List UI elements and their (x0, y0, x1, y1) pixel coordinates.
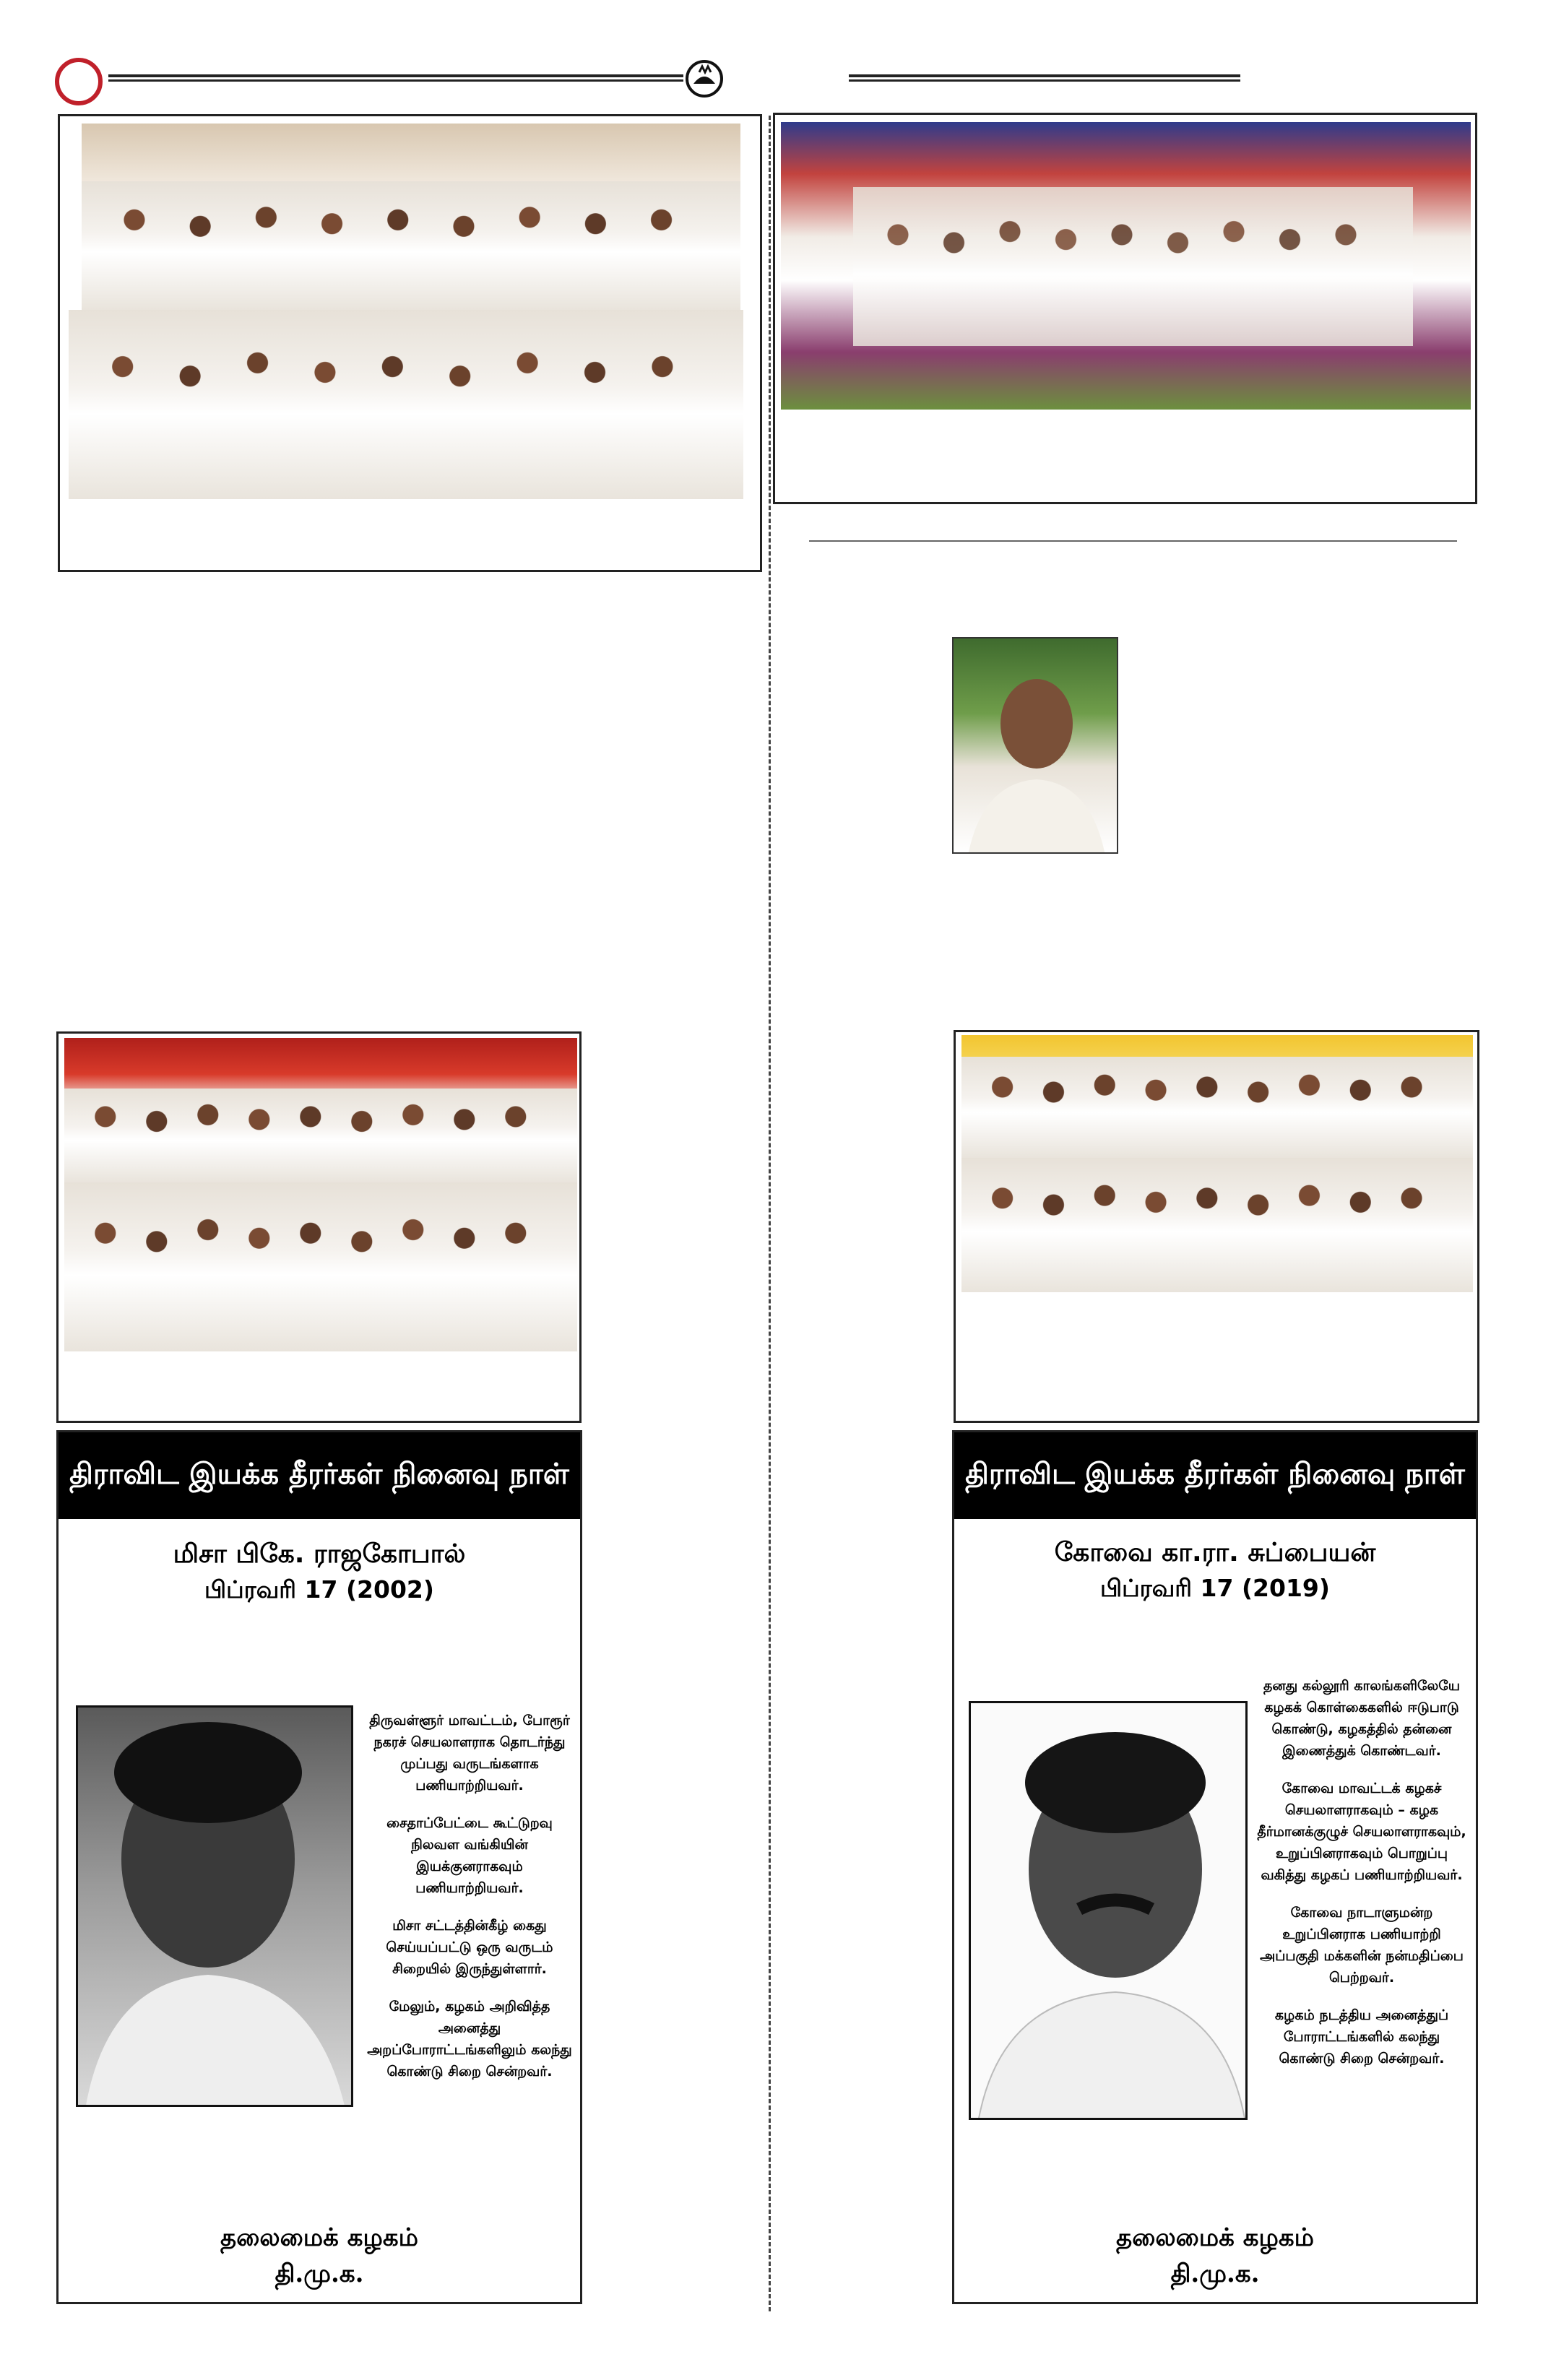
masthead-emblem-icon (685, 59, 724, 98)
photo-frame-top-right (773, 113, 1477, 504)
memorial-box-left (56, 1430, 582, 2304)
signature-headquarters: தலைமைக் கழகம் (220, 2223, 418, 2252)
memorial-signature (954, 2220, 1476, 2292)
photo-frame-top-left (58, 114, 762, 572)
memorial-box-right (952, 1430, 1478, 2304)
memorial-portrait (76, 1705, 353, 2107)
memorial-name: கோவை கா.ரா. சுப்பையன் (1054, 1538, 1376, 1567)
signature-party: தி.மு.க. (275, 2259, 364, 2288)
memorial-bio-paragraph: மிசா சட்டத்தின்கீழ் கைது செய்யப்பட்டு ஒரு வருடம் சிறையில் இருந்துள்ளார். (386, 1918, 553, 1977)
signature-party: தி.மு.க. (1170, 2259, 1260, 2288)
memorial-bio (1253, 1675, 1470, 2085)
memorial-bio-paragraph: மேலும், கழகம் அறிவித்த அனைத்து அறப்போராட்டங்களிலும் கலந்து கொண்டு சிறை சென்றவர். (367, 1999, 572, 2080)
memorial-bio (362, 1710, 577, 2098)
memorial-name: மிசா பிகே. ராஜகோபால் (173, 1539, 466, 1569)
photo-welfare-distribution (781, 122, 1471, 410)
memorial-heading: திராவிட இயக்க தீரர்கள் நினைவு நாள் (59, 1432, 580, 1519)
memorial-portrait (969, 1701, 1248, 2120)
photo-audience-meeting (69, 310, 743, 499)
photo-district-meeting-audience (961, 1158, 1473, 1292)
photo-frame-mid-right (954, 1030, 1479, 1423)
memorial-bio-paragraph: கோவை மாவட்டக் கழகச் செயலாளராகவும் – கழக தீர்மானக்குழுச் செயலாளராகவும், உறுப்பினராகவும் பொறுப்பு வகித்து கழகப் பணியாற்றியவர். (1257, 1780, 1466, 1883)
section-rule (809, 540, 1457, 542)
photo-frame-mid-left (56, 1031, 582, 1423)
memorial-bio-paragraph: திருவள்ளூர் மாவட்டம், போரூர் நகரச் செயலாளராக தொடர்ந்து முப்பது வருடங்களாக பணியாற்றியவர். (369, 1713, 570, 1793)
memorial-heading: திராவிட இயக்க தீரர்கள் நினைவு நாள் (954, 1432, 1476, 1519)
photo-district-meeting-dais (961, 1035, 1473, 1158)
memorial-signature (59, 2220, 580, 2292)
memorial-bio-paragraph: கோவை நாடாளுமன்ற உறுப்பினராக பணியாற்றி அப்பகுதி மக்களின் நன்மதிப்பை பெற்றவர். (1260, 1905, 1464, 1986)
memorial-bio-paragraph: தனது கல்லூரி காலங்களிலேயே கழகக் கொள்கைகளில் ஈடுபாடு கொண்டு, கழகத்தில் தன்னை இணைத்துக் கொண்டவர். (1263, 1678, 1461, 1759)
photo-women-wing-dais (64, 1038, 577, 1182)
memorial-date: பிப்ரவரி 17 (2002) (204, 1575, 434, 1604)
portrait-small (952, 637, 1118, 854)
photo-women-audience (64, 1182, 577, 1351)
masthead-rule-left (108, 74, 683, 82)
photo-dais-meeting (82, 124, 740, 310)
masthead-rule-right (849, 74, 1240, 82)
memorial-date: பிப்ரவரி 17 (2019) (1100, 1574, 1330, 1602)
memorial-bio-paragraph: கழகம் நடத்திய அனைத்துப் போராட்டங்களில் கலந்து கொண்டு சிறை சென்றவர். (1274, 2007, 1449, 2067)
signature-headquarters: தலைமைக் கழகம் (1116, 2223, 1314, 2252)
column-divider (769, 116, 771, 2311)
page-number-circle (55, 58, 103, 105)
memorial-bio-paragraph: சைதாப்பேட்டை கூட்டுறவு நிலவள வங்கியின் இயக்குனராகவும் பணியாற்றியவர். (386, 1815, 553, 1896)
